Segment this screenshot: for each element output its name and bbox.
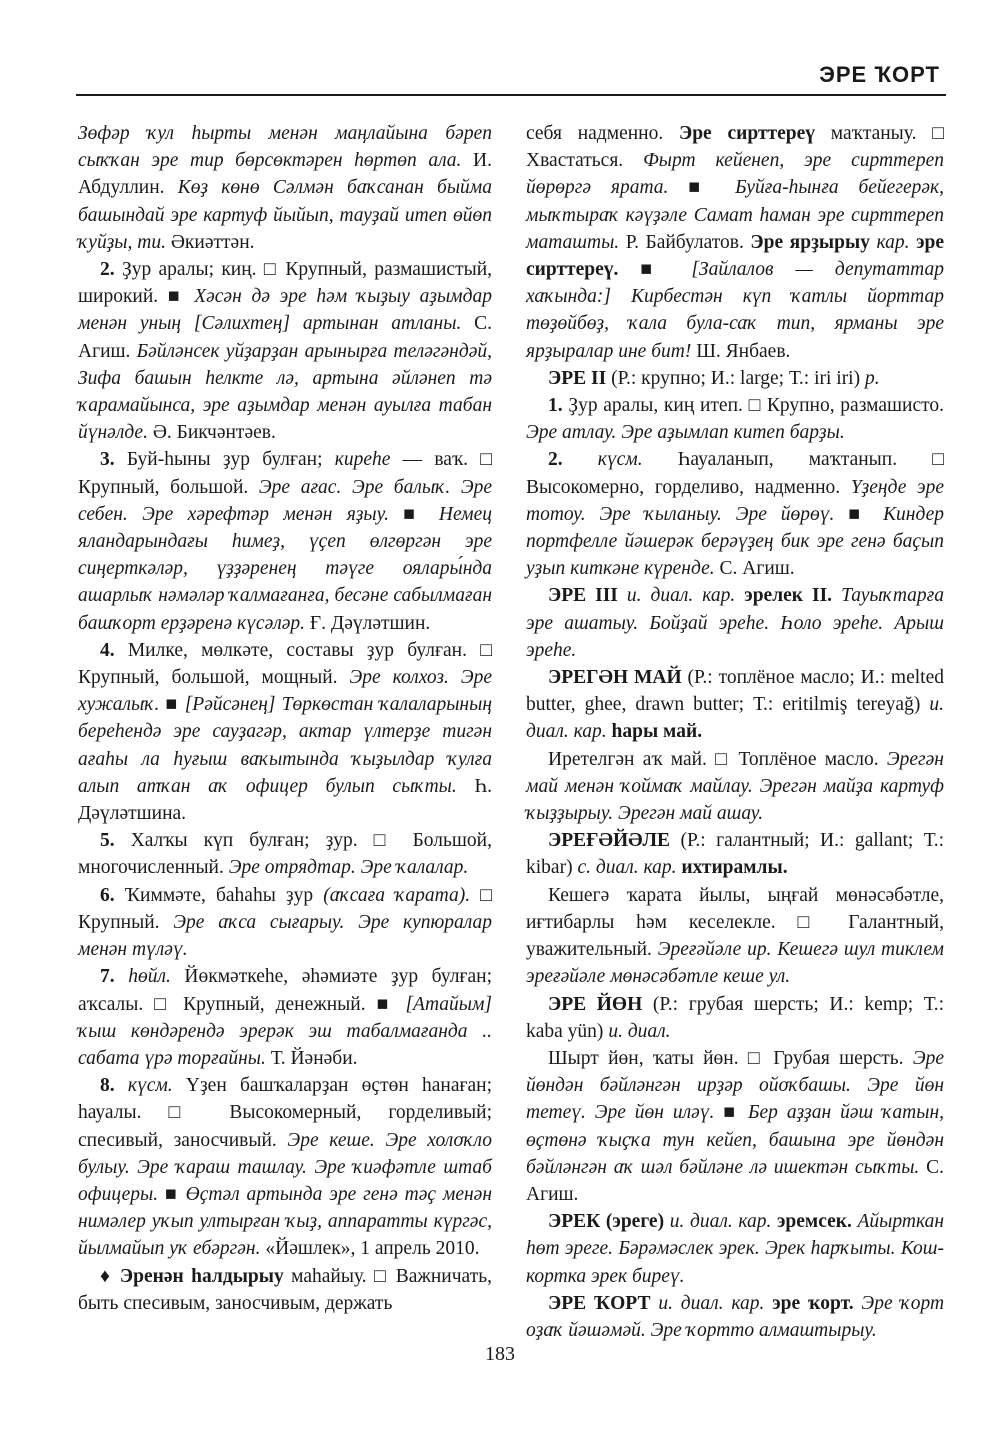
entry-paragraph: [526, 664, 944, 746]
entry-paragraph: [526, 120, 944, 365]
headword: һары май.: [611, 721, 703, 743]
headword: эремсек.: [777, 1211, 852, 1233]
definition-text: — ваҡ. □ Крупный, большой.: [78, 449, 492, 498]
definition-text: Иретелгән аҡ май. □ Топлёное масло.: [548, 748, 887, 770]
definition-text: себя надменно.: [526, 123, 679, 144]
example-text: и. диал. кар.: [526, 694, 944, 743]
definition-text: Милке, мөлкәте, составы ҙур булған. □ Крупный, большой, мощный.: [78, 639, 492, 689]
headword: 7.: [100, 966, 115, 988]
definition-text: Р. Байбулатов.: [619, 231, 751, 253]
definition-text: С. Агиш.: [526, 1156, 944, 1205]
definition-text: ■: [159, 694, 185, 716]
definition-text: ■: [714, 1102, 749, 1124]
entry-paragraph: [78, 827, 492, 881]
header-rule: [76, 94, 946, 96]
definition-text: [115, 966, 129, 987]
definition-text: Халҡы күп булған; ҙур. □ Большой, многочисленный.: [78, 830, 492, 879]
headword: 2.: [548, 449, 563, 471]
example-text: (аҡсаға ҡарата).: [323, 884, 471, 906]
example-text: Эре ағас. Эре балыҡ. Эре себен. Эре хәрефтәр менән яҙыу.: [78, 476, 492, 525]
definition-text: [832, 585, 841, 606]
entry-paragraph: [78, 1072, 492, 1262]
definition-text: [115, 1075, 128, 1096]
example-text: Үҙеңде эре тотоу. Эре ҡыланыу. Эре йөрөү.: [526, 476, 944, 525]
definition-text: С. Агиш.: [714, 558, 795, 580]
example-text: һөйл.: [128, 966, 171, 988]
definition-text: Ҡиммәте, баһаһы ҙур: [114, 884, 324, 906]
definition-text: Шырт йөн, ҡаты йөн. □ Грубая шерсть.: [548, 1047, 913, 1069]
headword: 2.: [100, 259, 115, 281]
example-text: Эреғәйәле ир. Кешегә шул тиклем эреғәйәле мөнәсәбәтле кеше ул.: [526, 939, 944, 988]
example-text: Киндер портфелле йәшерәк берәүҙең бик эре генә баҫып уҙып киткәне күренде.: [526, 503, 944, 580]
entry-paragraph: [78, 882, 492, 964]
entry-paragraph: [526, 446, 944, 582]
definition-text: Ҙур аралы; киң. □ Крупный, размашистый, широкий. ■: [78, 259, 492, 308]
entry-paragraph: [526, 365, 944, 392]
headword: 4.: [100, 639, 115, 661]
example-text: [Рәйсәнең] Төркөстан ҡалаларының береһендә эре сауҙагәр, актар үлтерҙе тигән ағаһы ла һуғыш ваҡытында ҡыҙылдар ҡулға алып атҡан аҡ офицер булып сыҡты.: [78, 694, 492, 797]
definition-text: ■: [618, 259, 692, 281]
example-text: күсм.: [127, 1075, 173, 1097]
definition-text: ■: [158, 1183, 186, 1205]
example-text: киреһе: [334, 449, 391, 471]
definition-text: (Р.: галантный; И.: gallant; Т.: kibar): [526, 830, 944, 879]
entry-paragraph: [526, 582, 944, 664]
headword: ♦ Эренән һалдырыу: [100, 1265, 284, 1287]
entry-paragraph: [526, 991, 944, 1045]
example-text: күсм.: [597, 449, 643, 471]
definition-text: Йөкмәткеһе, әһәмиәте ҙур булған; аҡсалы. □ Крупный, денежный. ■: [78, 966, 492, 1015]
example-text: Эре аҡса сығарыу. Эре купюралар менән түләү.: [78, 911, 492, 961]
entry-paragraph: [526, 746, 944, 828]
entry-paragraph: [526, 1290, 944, 1344]
example-text: Эре отрядтар. Эре ҡалалар.: [228, 857, 469, 879]
definition-text: (Р.: крупно; И.: large; Т.: iri iri): [606, 367, 865, 389]
headword: ЭРЕҒӘЙӘЛЕ: [548, 830, 671, 852]
definition-text: □ Крупный.: [78, 884, 492, 933]
entry-paragraph: [526, 882, 944, 991]
example-text: Көҙ көнө Сәлмән баҡсанан быйма башындай эре картуф йыйып, тауҙай итеп өйөп ҡуйҙы, ти.: [78, 177, 492, 253]
headword: 8.: [100, 1075, 115, 1097]
example-text: с. диал. кар.: [577, 857, 677, 879]
definition-text: ■: [388, 503, 439, 525]
definition-text: Буй-һыны ҙур булған;: [114, 449, 335, 471]
example-text: Эре йөндән бәйләнгән ирҙәр ойоҡбашы. Эре йөн тетеү. Эре йөн иләү.: [526, 1047, 944, 1124]
entry-paragraph: [78, 446, 492, 636]
left-column: [78, 120, 492, 1317]
headword: Эре сирттереү: [678, 123, 816, 144]
definition-text: маһайыу. □ Важничать, быть спесивым, заносчивым, держать: [78, 1265, 492, 1314]
definition-text: Әкиәттән.: [165, 231, 255, 253]
example-text: Хәсән дә эре һәм ҡыҙыу аҙымдар менән уның [Сәлихтең] артынан атланы.: [78, 286, 492, 335]
headword: ЭРЕГӘН МАЙ: [548, 667, 682, 689]
definition-text: Ғ. Дәүләтшин.: [305, 612, 431, 634]
entry-paragraph: [526, 1045, 944, 1208]
example-text: Немец яландарындағы һимеҙ, үҫеп өлгөргән эре сиңерткәләр, үҙҙәренең тәүге оялары́нда ашарлыҡ нәмәләр ҡалмағанға, бесәне сабылмаған башҡорт ерҙәренә күсәләр.: [78, 503, 492, 634]
headword: ЭРЕ ҠОРТ: [548, 1292, 651, 1314]
headword: эрелек II.: [744, 585, 833, 607]
entry-paragraph: [78, 637, 492, 827]
example-text: Эре атлау. Эре аҙымлап китеп барҙы.: [526, 422, 845, 444]
example-text: и. диал.: [608, 1020, 671, 1042]
example-text: Айырткан һөт эреге. Бәрәмәслек эрек. Эрек һарҡыты. Кош-кортка эрек биреү.: [526, 1211, 945, 1287]
running-head: ЭРЕ ҠОРТ: [819, 62, 940, 87]
entry-paragraph: [526, 827, 944, 881]
definition-text: Т. Йәнәби.: [265, 1047, 358, 1069]
page-number: 183: [485, 1343, 515, 1365]
entry-paragraph: [78, 120, 492, 256]
headword: эре сирттереү.: [526, 231, 944, 281]
entry-paragraph: [78, 1263, 492, 1317]
headword: 5.: [100, 830, 115, 852]
definition-text: (Р.: грубая шерсть; И.: kemp; Т.: kaba yün): [526, 993, 945, 1042]
example-text: и. диал. кар.: [626, 585, 736, 607]
headword: 3.: [100, 449, 115, 471]
entry-paragraph: [526, 1208, 944, 1290]
example-text: Өҫтәл артында эре генә тәҫ менән нимәлер уҡып ултырған ҡыҙ, аппаратты күргәс, йылмайып уҡ ебәргән.: [78, 1183, 492, 1260]
entry-paragraph: [78, 256, 492, 446]
example-text: Эре кеше. Эре холоҡло булыу. Эре ҡараш ташлау. Эре ҡиәфәтле штаб офицеры.: [78, 1129, 492, 1205]
example-text: Эре ҡорт оҙаҡ йәшәмәй. Эре ҡортто алмаштырыу.: [526, 1292, 945, 1341]
headword: 6.: [100, 884, 115, 906]
example-text: Эрегән май менән ҡоймаҡ майлау. Эрегән майҙа картуф ҡыҙҙырыу. Эрегән май ашау.: [526, 748, 944, 825]
definition-text: С. Агиш.: [78, 313, 492, 362]
entry-paragraph: [526, 392, 944, 446]
definition-text: Һ. Дәүләтшина.: [78, 775, 492, 825]
definition-text: Үҙен башҡаларҙан өҫтөн һанаған; һауалы. □ Высокомерный, горделивый; спесивый, заносчивый.: [78, 1075, 492, 1151]
headword: ЭРЕ II: [548, 367, 607, 389]
example-text: и. диал. кар.: [658, 1292, 765, 1314]
headword: эре ҡорт.: [772, 1292, 854, 1314]
example-text: Тауыҡтарға эре ашатыу. Бойҙай эреһе. Һоло эреһе. Арыш эреһе.: [526, 585, 945, 661]
definition-text: (Р.: топлёное масло; И.: melted butter, ghee, drawn butter; Т.: eritilmiş tereyağ): [526, 667, 944, 716]
definition-text: [563, 449, 598, 470]
definition-text: И. Абдуллин.: [78, 150, 492, 199]
example-text: [Атайым] ҡыш көндәрендә эрерәк эш табалмағанда .. сабата үрә торғайны.: [78, 993, 492, 1069]
definition-text: [618, 585, 627, 606]
definition-text: Ш. Янбаев.: [691, 340, 791, 362]
definition-text: Ҙур аралы, киң итеп. □ Крупно, размашисто.: [562, 395, 944, 417]
definition-text: ■: [834, 503, 884, 525]
headword: 1.: [548, 395, 563, 417]
example-text: Фырт кейенеп, эре сирттереп йөрөргә ярата.: [526, 150, 944, 199]
example-text: Эре колхоз. Эре хужалыҡ.: [78, 667, 492, 716]
example-text: и. диал. кар.: [669, 1211, 772, 1233]
definition-text: Ә. Бикчәнтәев.: [147, 422, 276, 444]
definition-text: Кешегә ҡарата йылы, ыңғай мөнәсәбәтле, иғтибарлы һәм кеселекле. □ Галантный, уважительный.: [526, 884, 944, 961]
example-text: р.: [864, 367, 880, 389]
example-text: Буйға-һынға бейегерәк, мыҡтыраҡ кәүҙәле Самат һаман эре сирттереп маташты.: [526, 177, 945, 253]
headword: Эре ярҙырыу: [750, 231, 870, 253]
example-text: Бер аҙҙан йәш ҡатын, өҫтөнә ҡыҫҡа тун кейеп, башына эре йөндән бәйләнгән аҡ шәл бәйләне лә ишектән сыҡты.: [526, 1102, 944, 1178]
definition-text: маҡтаныу. □ Хвастаться.: [526, 123, 944, 172]
example-text: [Зайлалов — депутаттар хаҡында:] Кирбестән күп ҡатлы йорттар төҙөйбөҙ, ҡала була-саҡ тип, ярманы эре ярҙыралар ине бит!: [526, 259, 944, 362]
entry-paragraph: [78, 963, 492, 1072]
headword: ЭРЕ III: [548, 585, 618, 607]
definition-text: Һауаланып, маҡтанып. □ Высокомерно, горделиво, надменно.: [526, 449, 944, 498]
definition-text: [735, 585, 744, 606]
right-column: [526, 120, 944, 1344]
definition-text: «Йәшлек», 1 апрель 2010.: [260, 1238, 480, 1260]
example-text: Зөфәр ҡул һырты менән маңлайына бәреп сыҡҡан эре тир бөрсөктәрен һөртөп ала.: [78, 123, 492, 172]
example-text: кар.: [876, 231, 910, 253]
headword: ЭРЕК (эреге): [548, 1211, 665, 1233]
headword: ихтирамлы.: [681, 857, 788, 879]
headword: ЭРЕ ЙӨН: [548, 993, 643, 1015]
definition-text: ■: [668, 177, 736, 199]
example-text: Бәйләнсек уйҙарҙан арынырға теләгәндәй, Зифа башын һелкте лә, артына әйләнеп тә ҡарамайынса, эре аҙымдар менән ауылға табан йүнәлде.: [78, 340, 492, 444]
